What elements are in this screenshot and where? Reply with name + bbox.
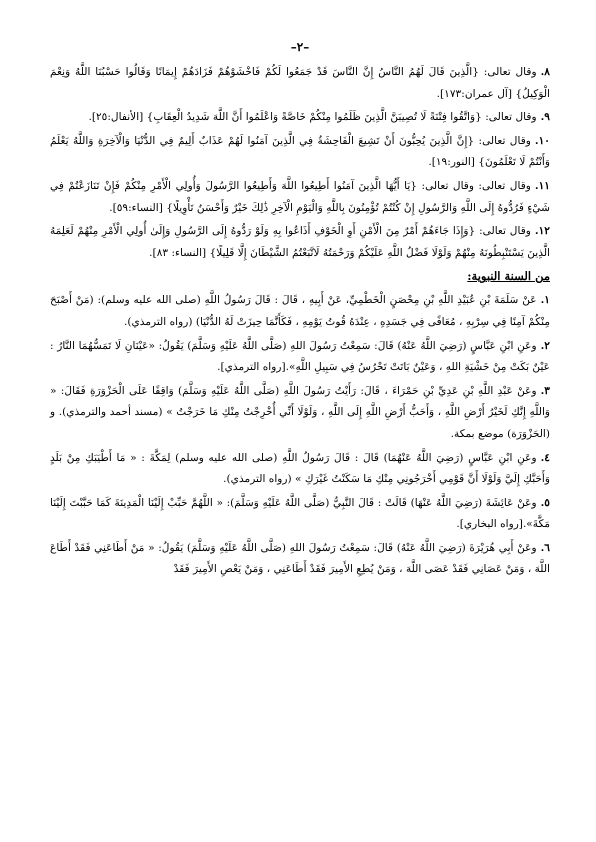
item-text: وقال تعالى: {الَّذِينَ قَالَ لَهُمُ النَّاسُ إِنَّ النَّاسَ قَدْ جَمَعُوا لَكُمْ فَاخْشَوْهُمْ فَزَادَهُمْ إِيمَانًا وَقَالُوا حَسْبُنَا اللَّهُ وَنِعْمَ الْوَكِيلُ} [آل عمران:١٧٣].: [50, 66, 550, 100]
item-number: ١٢.: [534, 225, 550, 238]
quran-verse-item: [50, 221, 550, 264]
item-number: ٢.: [540, 339, 550, 352]
item-text: وعَنِ ابْنِ عَبَّاسٍ (رَضِيَ اللَّهُ عَنْهُ) قَالَ: سَمِعْتُ رَسُولَ اللهِ (صَلَّى اللَّهُ عَلَيْهِ وَسَلَّمَ) يَقُولُ: «عَيْنَانِ لَا تَمَسُّهُمَا النَّارُ : عَيْنٌ بَكَتْ مِنْ خَشْيَةِ اللهِ ، وَعَيْنٌ بَاتَتْ تَحْرُسُ فِي سَبِيلِ اللَّهِ».[رواه الترمذي].: [50, 339, 550, 374]
item-text: وعَنْ عَبْدِ اللَّهِ بْنِ عَدِيِّ بْنِ حَمْرَاءَ ، قَالَ: رَأَيْتُ رَسُولَ اللَّهِ (صَلَّى اللَّهُ عَلَيْهِ وَسَلَّمَ) وَاقِفًا عَلَى الْحَزْوَرَةِ فَقَالَ: « وَاللَّهِ إِنَّكِ لَخَيْرُ أَرْضِ اللَّهِ ، وَأَحَبُّ أَرْضِ اللَّهِ إِلَى اللَّهِ ، وَلَوْلَا أَنِّي أُخْرِجْتُ مِنْكِ مَا خَرَجْتُ » (مسند أحمد والترمذي). و (الحَزْوَرَة) موضع بمكة.: [50, 384, 550, 440]
item-number: ١١.: [534, 179, 550, 192]
item-text: وقال تعالى: وقال تعالى: {يَا أَيُّهَا الَّذِينَ آمَنُوا أَطِيعُوا اللَّهَ وَأَطِيعُوا الرَّسُولَ وَأُولِي الْأَمْرِ مِنْكُمْ فَإِنْ تَنَازَعْتُمْ فِي شَيْءٍ فَرُدُّوهُ إِلَى اللَّهِ وَالرَّسُولِ إِنْ كُنْتُمْ تُؤْمِنُونَ بِاللَّهِ وَالْيَوْمِ الْآخِرِ ذَٰلِكَ خَيْرٌ وَأَحْسَنُ تَأْوِيلًا} [النساء:٥٩].: [50, 179, 550, 214]
item-number: ٦.: [540, 541, 550, 554]
hadith-item: [50, 381, 550, 446]
quran-verses-list: [50, 62, 550, 264]
item-text: وعَنْ عَائِشَةَ (رَضِيَ اللَّهُ عَنْهَا) قَالَتْ : قَالَ النَّبِيُّ (صَلَّى اللَّهُ عَلَيْهِ وَسَلَّمَ): « اللَّهُمَّ حَبِّبْ إِلَيْنَا الْمَدِينَةَ كَمَا حَبَّبْتَ إِلَيْنَا مَكَّةَ».[رواه البخاري].: [50, 496, 550, 531]
item-text: وقال تعالى: {وَإِذَا جَاءَهُمْ أَمْرٌ مِنَ الْأَمْنِ أَوِ الْخَوْفِ أَذَاعُوا بِهِ وَلَوْ رَدُّوهُ إِلَى الرَّسُولِ وَإِلَىٰ أُولِي الْأَمْرِ مِنْهُمْ لَعَلِمَهُ الَّذِينَ يَسْتَنْبِطُونَهُ مِنْهُمْ وَلَوْلَا فَضْلُ اللَّهِ عَلَيْكُمْ وَرَحْمَتُهُ لَاتَّبَعْتُمُ الشَّيْطَانَ إِلَّا قَلِيلًا} [النساء: ٨٣].: [50, 225, 550, 259]
quran-verse-item: [50, 62, 550, 105]
hadith-item: [50, 493, 550, 536]
item-text: وقال تعالى: {إِنَّ الَّذِينَ يُحِبُّونَ أَنْ تَشِيعَ الْفَاحِشَةُ فِي الَّذِينَ آمَنُوا لَهُمْ عَذَابٌ أَلِيمٌ فِي الدُّنْيَا وَالْآخِرَةِ وَاللَّهُ يَعْلَمُ وَأَنْتُمْ لَا تَعْلَمُونَ} [النور:١٩].: [50, 134, 550, 169]
item-number: ٥.: [540, 496, 550, 509]
quran-verse-item: [50, 176, 550, 219]
item-text: عَنْ سَلَمَةَ بْنِ عُبَيْدِ اللَّهِ بْنِ مِحْصَنٍ الْخَطْمِيِّ، عَنْ أَبِيهِ ، قَالَ : قَالَ رَسُولُ اللَّهِ (صلى الله عليه وسلم): (مَنْ أَصْبَحَ مِنْكُمْ آمِنًا فِي سِرْبِهِ ، مُعَافًى فِي جَسَدِهِ ، عِنْدَهُ قُوتُ يَوْمِهِ ، فَكَأَنَّمَا حِيزَتْ لَهُ الدُّنْيَا) (رواه الترمذي).: [50, 294, 550, 328]
quran-verse-item: [50, 107, 550, 129]
quran-verse-item: [50, 131, 550, 174]
item-text: وعَنِ ابْنِ عَبَّاسٍ (رَضِيَ اللَّهُ عَنْهُمَا) قَالَ : قَالَ رَسُولُ اللَّهِ (صلى الله عليه وسلم) لِمَكَّةَ : « مَا أَطْيَبَكِ مِنْ بَلَدٍ وَأَحَبَّكِ إِلَيَّ وَلَوْلَا أَنَّ قَوْمِي أَخْرَجُونِي مِنْكِ مَا سَكَنْتُ غَيْرَكِ » (رواه الترمذي).: [50, 451, 550, 486]
hadith-item: [50, 538, 550, 581]
item-text: وقال تعالى: {وَاتَّقُوا فِتْنَةً لَا تُصِيبَنَّ الَّذِينَ ظَلَمُوا مِنْكُمْ خَاصَّةً وَاعْلَمُوا أَنَّ اللَّهَ شَدِيدُ الْعِقَابِ} [الأنفال:٢٥].: [88, 111, 537, 124]
item-number: ١٠.: [534, 134, 550, 147]
item-number: ٣.: [540, 384, 550, 397]
page-number: –٢–: [290, 40, 310, 54]
hadith-item: [50, 290, 550, 333]
item-number: ٩.: [540, 111, 550, 124]
item-number: ١.: [540, 294, 550, 307]
item-number: ٤.: [540, 451, 550, 464]
section-heading-sunnah: من السنة النبوية:: [467, 269, 550, 284]
hadith-list: [50, 290, 550, 581]
document-page: [50, 40, 550, 583]
item-number: ٨.: [540, 66, 550, 78]
hadith-item: [50, 448, 550, 491]
hadith-item: [50, 336, 550, 379]
item-text: وعَنْ أَبِي هُرَيْرَةَ (رَضِيَ اللَّهُ عَنْهُ) قَالَ: سَمِعْتُ رَسُولَ اللهِ (صَلَّى اللَّهُ عَلَيْهِ وَسَلَّمَ) يَقُولُ: « مَنْ أَطَاعَنِي فَقَدْ أَطَاعَ اللَّهَ ، وَمَنْ عَصَانِي فَقَدْ عَصَى اللَّهَ ، وَمَنْ يُطِعِ الأَمِيرَ فَقَدْ أَطَاعَنِي ، وَمَنْ يَعْصِ الأَمِيرَ فَقَدْ: [50, 541, 550, 576]
